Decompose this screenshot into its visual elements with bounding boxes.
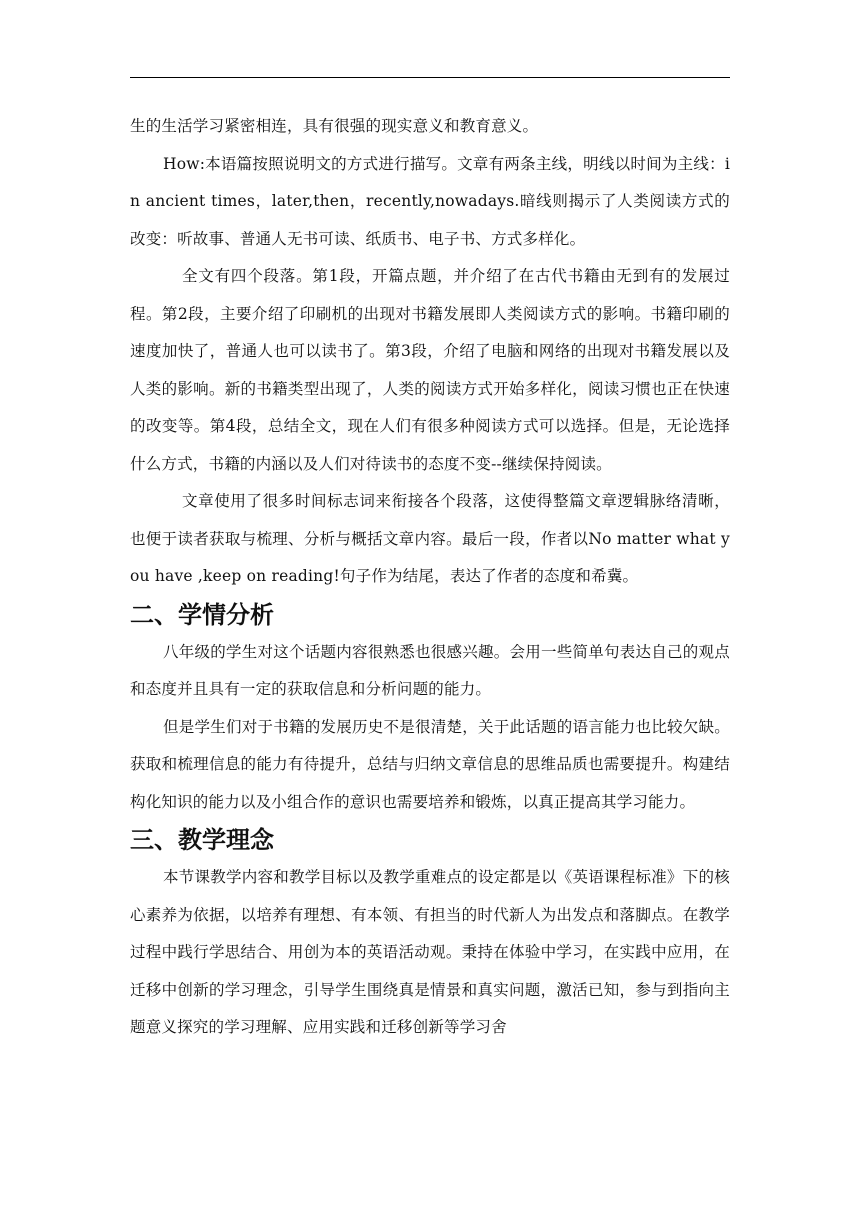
paragraph-learner-strengths: 八年级的学生对这个话题内容很熟悉也很感兴趣。会用一些简单句表达自己的观点和态度并且具有一定的获取信息和分析问题的能力。 xyxy=(130,642,730,698)
paragraph-structure: 全文有四个段落。第1段，开篇点题，并介绍了在古代书籍由无到有的发展过程。第2段，主要介绍了印刷机的出现对书籍发展即人类阅读方式的影响。书籍印刷的速度加快了，普通人也可以读书了。第3段，介绍了电脑和网络的出现对书籍发展以及人类的影响。新的书籍类型出现了，人类的阅读方式开始多样化，阅读习惯也正在快速的改变等。第4段，总结全文，现在人们有很多种阅读方式可以选择。但是，无论选择什么方式，书籍的内涵以及人们对待读书的态度不变--继续保持阅读。 xyxy=(130,267,730,473)
section-heading-learner-analysis: 二、学情分析 xyxy=(130,600,274,629)
paragraph-time-markers: 文章使用了很多时间标志词来衔接各个段落，这使得整篇文章逻辑脉络清晰，也便于读者获取与梳理、分析与概括文章内容。最后一段，作者以No matter what you have ,keep on reading!句子作为结尾，表达了作者的态度和希冀。 xyxy=(130,492,730,585)
section-heading-teaching-philosophy: 三、教学理念 xyxy=(130,826,274,854)
paragraph-teaching-philosophy: 本节课教学内容和教学目标以及教学重难点的设定都是以《英语课程标准》下的核心素养为依据，以培养有理想、有本领、有担当的时代新人为出发点和落脚点。在教学过程中践行学思结合、用创为本的英语活动观。秉持在体验中学习，在实践中应用，在迁移中创新的学习理念，引导学生围绕真是情景和真实问题，激活已知，参与到指向主题意义探究的学习理解、应用实践和迁移创新等学习舍 xyxy=(130,868,730,1036)
paragraph-learner-weaknesses: 但是学生们对于书籍的发展历史不是很清楚，关于此话题的语言能力也比较欠缺。获取和梳理信息的能力有待提升，总结与归纳文章信息的思维品质也需要提升。构建结构化知识的能力以及小组合作的意识也需要培养和锻炼，以真正提高其学习能力。 xyxy=(130,717,730,811)
document-body xyxy=(130,108,730,1047)
header-rule xyxy=(130,77,730,78)
paragraph-continuation: 生的生活学习紧密相连，具有很强的现实意义和教育意义。 xyxy=(130,117,539,135)
paragraph-how: How:本语篇按照说明文的方式进行描写。文章有两条主线，明线以时间为主线：in ancient times，later,then，recently,nowadays.暗线则揭示了人类阅读方式的改变：听故事、普通人无书可读、纸质书、电子书、方式多样化。 xyxy=(130,154,730,248)
